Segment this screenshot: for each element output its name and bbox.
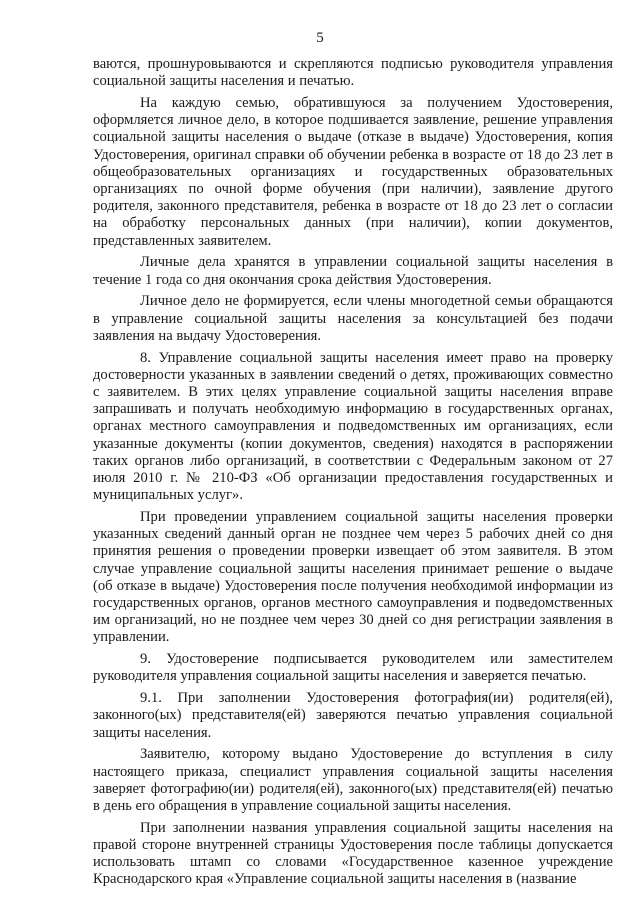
paragraph: 9.1. При заполнении Удостоверения фотография(ии) родителя(ей), законного(ых) представителя(ей) заверяются печатью управления социальной защиты населения.: [93, 690, 613, 741]
paragraph: 8. Управление социальной защиты населения имеет право на проверку достоверности указанных в заявлении сведений о детях, проживающих совместно с заявителем. В этих целях управление социальной защиты населения вправе запрашивать и получать необходимую информацию в государственных органах, органах местного самоуправления и подведомственных им организациях, если указанные документы (копии документов, сведения) находятся в распоряжении таких органов либо организаций, в соответствии с Федеральным законом от 27 июля 2010 г. № 210-ФЗ «Об организации предоставления государственных и муниципальных услуг».: [93, 349, 613, 504]
paragraph: ваются, прошнуровываются и скрепляются подписью руководителя управления социальной защиты населения и печатью.: [93, 56, 613, 90]
paragraph: Личное дело не формируется, если члены многодетной семьи обращаются в управление социальной защиты населения за консультацией без подачи заявления на выдачу Удостоверения.: [93, 293, 613, 344]
paragraph: При заполнении названия управления социальной защиты населения на правой стороне внутренней страницы Удостоверения после таблицы допускается использовать штамп со словами «Государственное казенное учреждение Краснодарского края «Управление социальной защиты населения в (название: [93, 819, 613, 888]
paragraph: При проведении управлением социальной защиты населения проверки указанных сведений данный орган не позднее чем через 5 рабочих дней со дня принятия решения о проведении проверки извещает об этом заявителя. В этом случае управление социальной защиты населения принимает решение о выдаче (об отказе в выдаче) Удостоверения после получения необходимой информации из государственных органов, органов местного самоуправления и подведомственных им организаций, но не позднее чем через 30 дней со дня регистрации заявления в управлении.: [93, 509, 613, 646]
paragraph: Заявителю, которому выдано Удостоверение до вступления в силу настоящего приказа, специалист управления социальной защиты населения заверяет фотографию(ии) родителя(ей), законного(ых) представителя(ей) печатью в день его обращения в управление социальной защиты населения.: [93, 746, 613, 815]
document-body: [93, 56, 613, 893]
page-number: 5: [316, 30, 324, 46]
paragraph: 9. Удостоверение подписывается руководителем или заместителем руководителя управления социальной защиты населения и заверяется печатью.: [93, 651, 613, 685]
paragraph: На каждую семью, обратившуюся за получением Удостоверения, оформляется личное дело, в которое подшивается заявление, решение управления социальной защиты населения о выдаче (отказе в выдаче) Удостоверения, копия Удостоверения, оригинал справки об обучении ребенка в возрасте от 18 до 23 лет в общеобразовательных организациях и государственных образовательных организациях по очной форме обучения (при наличии), заявление другого родителя, законного представителя, ребенка в возрасте от 18 до 23 лет о согласии на обработку персональных данных (при наличии), копии документов, представленных заявителем.: [93, 95, 613, 249]
paragraph: Личные дела хранятся в управлении социальной защиты населения в течение 1 года со дня окончания срока действия Удостоверения.: [93, 254, 613, 288]
